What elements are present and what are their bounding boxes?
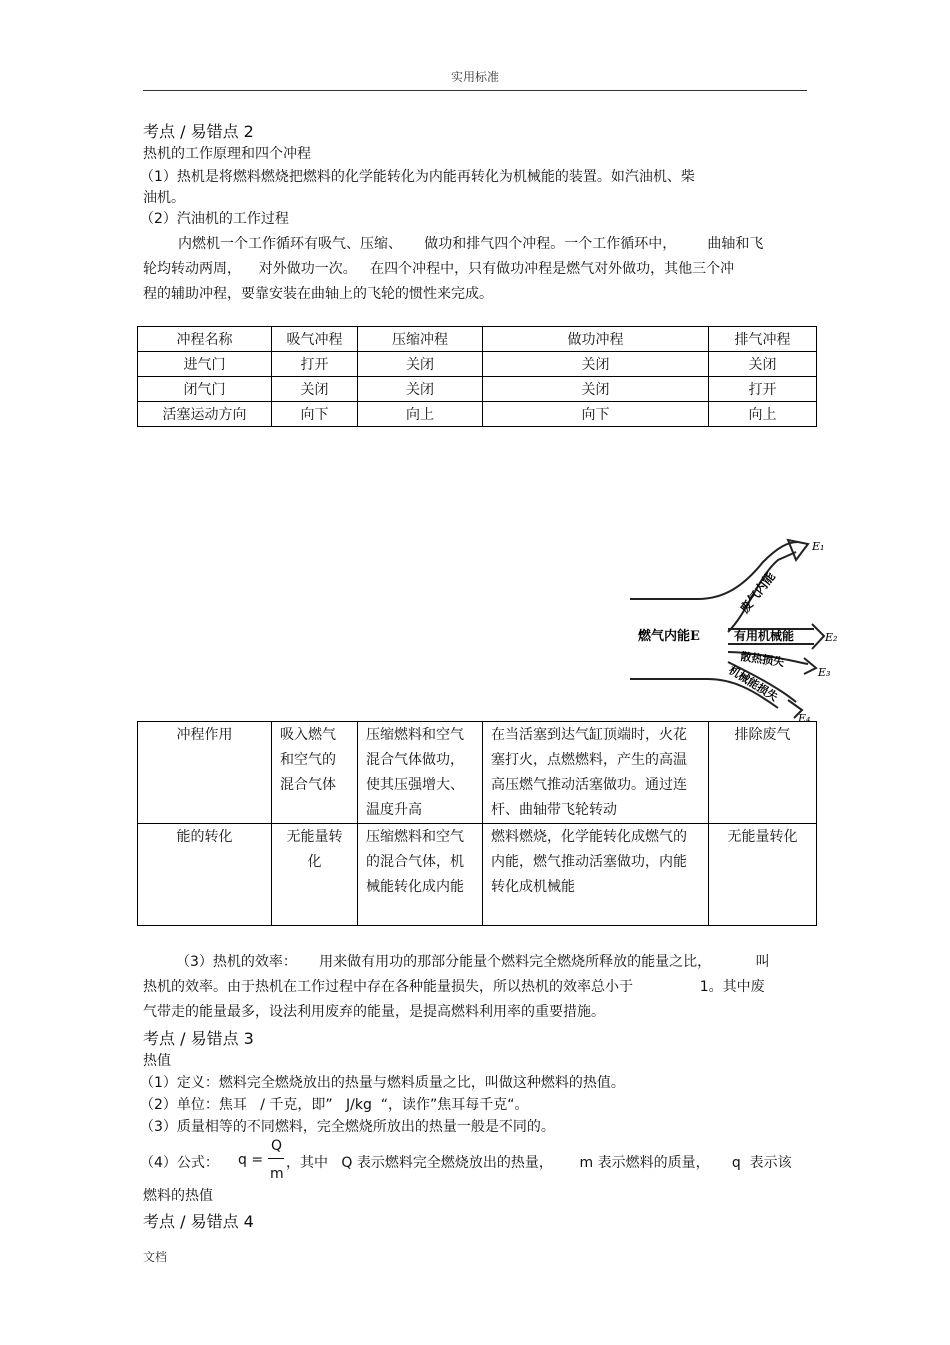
table-row [138,377,817,402]
arrow-useful-head [812,624,824,649]
section2-p3-line1: 内燃机一个工作循环有吸气、压缩、 做功和排气四个冲程。一个工作循环中， 曲轴和飞 [178,236,764,252]
section3-p4-line2: 燃料的热值 [143,1188,213,1204]
arrow4-label: 机械能损失 [726,663,780,704]
table-row [138,352,817,377]
stroke-valve-table [137,326,817,427]
section4-heading: 考点 / 易错点 4 [143,1212,254,1231]
section2-p3-line2: 轮均转动两周， 对外做功一次。 在四个冲程中，只有做功冲程是燃气对外做功，其他三个冲 [143,261,735,277]
arrow-heat-loss-head [804,658,816,674]
source-label: 燃气内能E [638,629,700,644]
section2-p2: （2）汽油机的工作过程 [140,211,289,227]
section3-heading: 考点 / 易错点 3 [143,1029,254,1048]
table-row [138,824,817,926]
table-cell: 向上 [709,402,817,427]
table-cell: 活塞运动方向 [138,402,272,427]
table-cell: 向下 [483,402,709,427]
section3-p4-prefix: （4）公式： [140,1155,219,1171]
arrow1-label: 废气内能 [737,569,778,616]
table-header-cell: 冲程名称 [138,327,272,352]
table-row [138,402,817,427]
efficiency-line1: （3）热机的效率： 用来做有用功的那部分能量个燃料完全燃烧所释放的能量之比， 叫 [176,954,770,970]
e3-label: E₃ [818,666,831,679]
energy-flow-diagram [628,532,838,722]
formula-numerator: Q [271,1138,283,1154]
e1-label: E₁ [812,540,825,553]
efficiency-line2: 热机的效率。由于热机在工作过程中存在各种能量损失，所以热机的效率总小于 1。其中废 [143,979,765,995]
e2-label: E₂ [825,631,838,644]
header-divider [143,90,807,91]
table-cell: 吸入燃气和空气的混合气体 [272,722,358,824]
table-cell: 向上 [358,402,483,427]
formula-lhs: q = [238,1152,264,1168]
table-cell: 向下 [272,402,358,427]
upper-boundary-line [630,542,798,599]
table-cell: 能的转化 [138,824,272,926]
formula-fraction-bar [268,1158,284,1159]
table-cell: 关闭 [709,352,817,377]
table-cell: 排除废气 [709,722,817,824]
table-cell: 压缩燃料和空气的混合气体，机械能转化成内能 [358,824,483,926]
section2-subheading: 热机的工作原理和四个冲程 [143,146,311,162]
efficiency-line3: 气带走的能量最多，设法利用废弃的能量，是提高燃料利用率的重要措施。 [143,1004,605,1020]
section3-p3: （3）质量相等的不同燃料，完全燃烧所放出的热量一般是不同的。 [140,1119,555,1135]
section3-p2: （2）单位：焦耳 / 千克，即” J/kg “，读作”焦耳每千克“。 [140,1097,529,1113]
page-footer: 文档 [143,1250,168,1264]
section2-p1-line1: （1）热机是将燃料燃烧把燃料的化学能转化为内能再转化为机械能的装置。如汽油机、柴 [140,169,695,185]
section2-heading: 考点 / 易错点 2 [143,122,254,141]
table-cell: 在当活塞到达气缸顶端时，火花塞打火，点燃燃料，产生的高温高压燃气推动活塞做功。通过连杆、曲轴带飞轮转动 [483,722,709,824]
page-header: 实用标准 [450,70,499,84]
formula-denominator: m [270,1166,284,1182]
table-cell: 打开 [272,352,358,377]
section3-p1: （1）定义：燃料完全燃烧放出的热量与燃料质量之比，叫做这种燃料的热值。 [140,1075,625,1091]
e4-label: E₄ [798,712,811,722]
table-cell: 无能量转化 [709,824,817,926]
table-cell: 关闭 [483,377,709,402]
table-header-row [138,327,817,352]
table-row [138,722,817,824]
table-cell: 打开 [709,377,817,402]
table-header-cell: 排气冲程 [709,327,817,352]
table-cell: 关闭 [358,352,483,377]
section2-p1-line2: 油机。 [143,190,185,206]
stroke-function-table [137,721,817,926]
table-header-cell: 吸气冲程 [272,327,358,352]
table-cell: 压缩燃料和空气混合气体做功，使其压强增大、温度升高 [358,722,483,824]
section3-p4-suffix: ，其中 Q 表示燃料完全燃烧放出的热量， m 表示燃料的质量， q 表示该 [286,1155,792,1171]
table-cell: 关闭 [272,377,358,402]
table-cell: 无能量转化 [272,824,358,926]
section3-subheading: 热值 [143,1053,171,1069]
section2-p3-line3: 程的辅助冲程，要靠安装在曲轴上的飞轮的惯性来完成。 [143,286,493,302]
table-cell: 闭气门 [138,377,272,402]
table-cell: 进气门 [138,352,272,377]
arrow3-label: 散热损失 [739,650,785,670]
table-cell: 燃料燃烧，化学能转化成燃气的内能，燃气推动活塞做功，内能转化成机械能 [483,824,709,926]
arrow2-label: 有用机械能 [734,629,795,643]
table-header-cell: 压缩冲程 [358,327,483,352]
table-cell: 冲程作用 [138,722,272,824]
table-header-cell: 做功冲程 [483,327,709,352]
table-cell: 关闭 [483,352,709,377]
table-cell: 关闭 [358,377,483,402]
